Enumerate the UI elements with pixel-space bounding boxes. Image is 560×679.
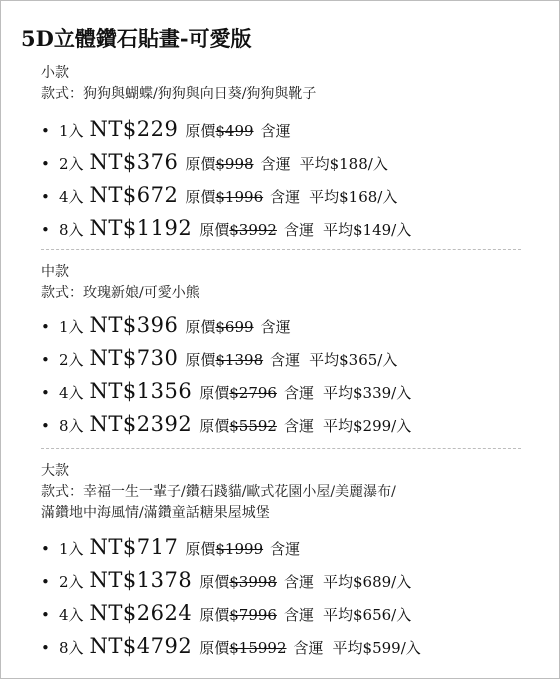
average-price: 平均$149/入: [322, 221, 412, 239]
price-row: [41, 146, 521, 179]
sale-price: NT$672: [89, 183, 179, 207]
original-price: $1996: [215, 188, 264, 206]
shipping-included: 含運: [283, 573, 314, 591]
average-price: 平均$299/入: [322, 417, 412, 435]
shipping-included: 含運: [270, 351, 301, 369]
shipping-included: 含運: [283, 221, 314, 239]
original-price: $2796: [229, 384, 277, 402]
price-row: [41, 309, 521, 342]
average-price: 平均$656/入: [322, 606, 412, 624]
average-price: 平均$339/入: [322, 384, 412, 402]
price-row: [41, 212, 521, 245]
sale-price: NT$730: [89, 346, 179, 370]
sale-price: NT$376: [89, 150, 179, 174]
sale-price: NT$229: [89, 117, 179, 141]
original-price: $3992: [229, 221, 277, 239]
bullet-icon: •: [41, 384, 50, 402]
quantity: 8入: [59, 639, 84, 657]
price-row: [41, 564, 521, 597]
quantity: 1入: [59, 122, 84, 140]
bullet-icon: •: [41, 188, 50, 206]
quantity: 4入: [59, 384, 84, 402]
price-row: [41, 179, 521, 212]
original-price: $7996: [229, 606, 277, 624]
original-price-label: 原價: [185, 540, 216, 558]
original-price-label: 原價: [199, 606, 230, 624]
original-price: $1999: [215, 540, 264, 558]
original-price-label: 原價: [199, 384, 230, 402]
quantity: 2入: [59, 155, 84, 173]
page-title: 5D立體鑽石貼畫-可愛版: [21, 26, 252, 51]
sale-price: NT$1378: [89, 568, 193, 592]
price-list: [41, 113, 521, 245]
original-price-label: 原價: [185, 122, 216, 140]
section-large: [41, 461, 521, 663]
bullet-icon: •: [41, 606, 50, 624]
original-price: $15992: [229, 639, 287, 657]
bullet-icon: •: [41, 155, 50, 173]
section-name: 小款: [41, 65, 69, 81]
bullet-icon: •: [41, 639, 50, 657]
bullet-icon: •: [41, 318, 50, 336]
quantity: 8入: [59, 417, 84, 435]
average-price: 平均$689/入: [322, 573, 412, 591]
original-price: $998: [215, 155, 254, 173]
original-price-label: 原價: [199, 573, 230, 591]
original-price-label: 原價: [185, 318, 216, 336]
original-price-label: 原價: [199, 639, 230, 657]
section-name: 大款: [41, 463, 69, 479]
shipping-included: 含運: [260, 122, 291, 140]
shipping-included: 含運: [270, 188, 301, 206]
quantity: 4入: [59, 188, 84, 206]
dashed-divider: [41, 249, 521, 250]
average-price: 平均$365/入: [309, 351, 398, 369]
quantity: 2入: [59, 351, 84, 369]
original-price: $499: [215, 122, 254, 140]
dashed-divider: [41, 448, 521, 449]
price-row: [41, 342, 521, 375]
price-row: [41, 375, 521, 408]
sale-price: NT$1356: [89, 379, 193, 403]
original-price: $3998: [229, 573, 277, 591]
price-row: [41, 531, 521, 564]
section-small: [41, 63, 521, 245]
average-price: 平均$168/入: [309, 188, 398, 206]
section-name: 中款: [41, 264, 69, 280]
average-price: 平均$188/入: [299, 155, 388, 173]
bullet-icon: •: [41, 122, 50, 140]
original-price: $1398: [215, 351, 264, 369]
average-price: 平均$599/入: [332, 639, 421, 657]
sale-price: NT$717: [89, 535, 179, 559]
section-styles: 款式：玫瑰新娘/可愛小熊: [41, 285, 200, 301]
quantity: 1入: [59, 318, 84, 336]
bullet-icon: •: [41, 540, 50, 558]
quantity: 2入: [59, 573, 84, 591]
sale-price: NT$2392: [89, 412, 193, 436]
price-list: [41, 309, 521, 441]
original-price-label: 原價: [185, 188, 216, 206]
original-price-label: 原價: [199, 221, 230, 239]
quantity: 8入: [59, 221, 84, 239]
section-styles: 款式：狗狗與蝴蝶/狗狗與向日葵/狗狗與靴子: [41, 86, 317, 102]
price-row: [41, 113, 521, 146]
section-styles: 款式：幸福一生一輩子/鑽石踐貓/歐式花園小屋/美麗瀑布/ 滿鑽地中海風情/滿鑽童話糖果屋城堡: [41, 484, 396, 521]
shipping-included: 含運: [283, 606, 314, 624]
quantity: 1入: [59, 540, 84, 558]
shipping-included: 含運: [283, 417, 314, 435]
sale-price: NT$1192: [89, 216, 193, 240]
price-row: [41, 630, 521, 663]
bullet-icon: •: [41, 351, 50, 369]
shipping-included: 含運: [260, 155, 291, 173]
original-price: $699: [215, 318, 254, 336]
original-price-label: 原價: [185, 351, 216, 369]
shipping-included: 含運: [260, 318, 291, 336]
original-price-label: 原價: [199, 417, 230, 435]
bullet-icon: •: [41, 573, 50, 591]
sale-price: NT$4792: [89, 634, 193, 658]
shipping-included: 含運: [283, 384, 314, 402]
bullet-icon: •: [41, 417, 50, 435]
sale-price: NT$396: [89, 313, 179, 337]
shipping-included: 含運: [293, 639, 324, 657]
quantity: 4入: [59, 606, 84, 624]
sale-price: NT$2624: [89, 601, 193, 625]
section-medium: [41, 262, 521, 441]
price-row: [41, 408, 521, 441]
price-list: [41, 531, 521, 663]
original-price-label: 原價: [185, 155, 216, 173]
shipping-included: 含運: [270, 540, 301, 558]
price-row: [41, 597, 521, 630]
bullet-icon: •: [41, 221, 50, 239]
original-price: $5592: [229, 417, 277, 435]
